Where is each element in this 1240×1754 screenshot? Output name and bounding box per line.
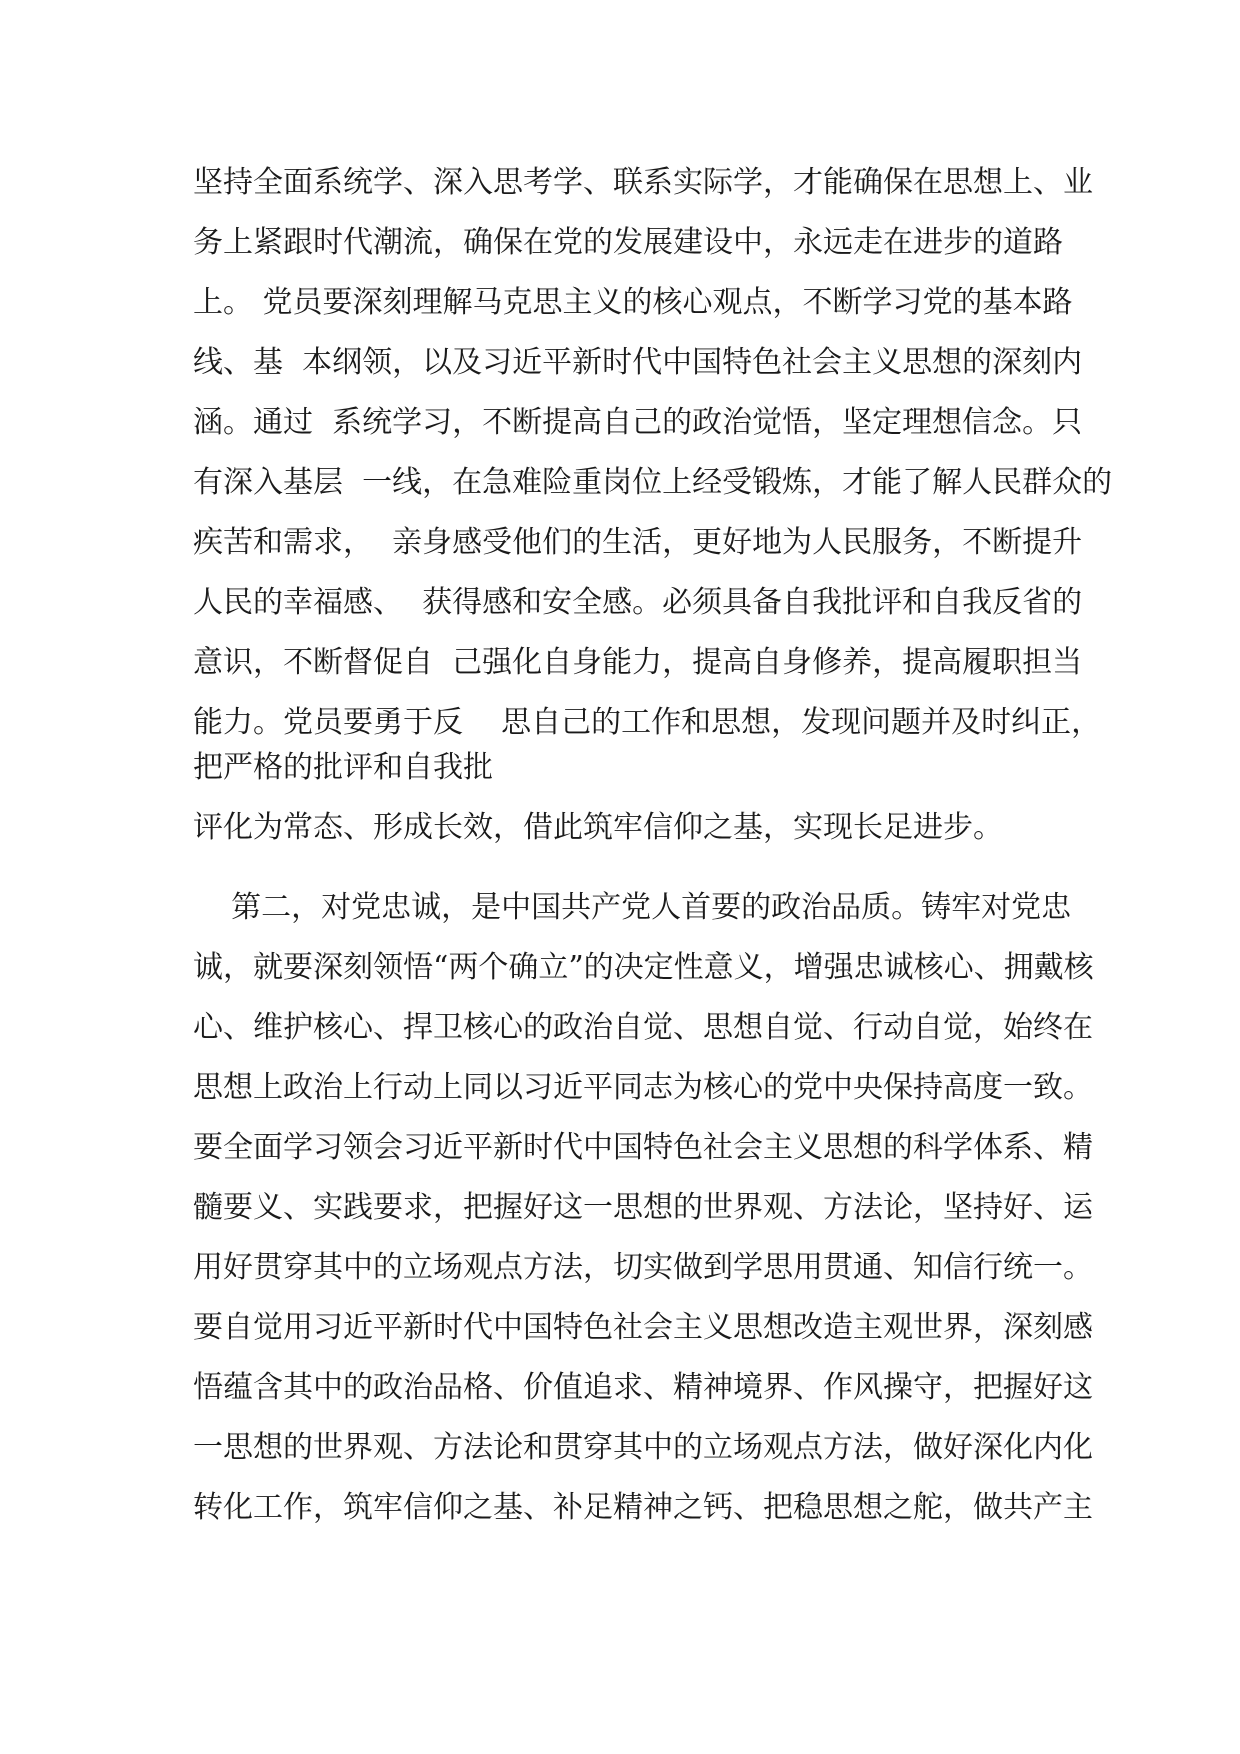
- paragraph-2-line-7: 用好贯穿其中的立场观点方法，切实做到学思用贯通、知信行统一。: [193, 1250, 1093, 1285]
- paragraph-2-line-5: 要全面学习领会习近平新时代中国特色社会主义思想的科学体系、精: [193, 1130, 1093, 1165]
- paragraph-1-line-8: 人民的幸福感、 获得感和安全感。必须具备自我批评和自我反省的: [193, 585, 1083, 620]
- paragraph-2-line-9: 悟蕴含其中的政治品格、价值追求、精神境界、作风操守，把握好这: [193, 1370, 1093, 1405]
- paragraph-2-line-10: 一思想的世界观、方法论和贯穿其中的立场观点方法，做好深化内化: [193, 1430, 1093, 1465]
- paragraph-1-line-7: 疾苦和需求， 亲身感受他们的生活，更好地为人民服务，不断提升: [193, 525, 1083, 560]
- paragraph-1-line-10: 能力。党员要勇于反 思自己的工作和思想，发现问题并及时纠正，: [193, 705, 1102, 740]
- paragraph-2-line-6: 髓要义、实践要求，把握好这一思想的世界观、方法论，坚持好、运: [193, 1190, 1093, 1225]
- paragraph-2-line-8: 要自觉用习近平新时代中国特色社会主义思想改造主观世界，深刻感: [193, 1310, 1093, 1345]
- paragraph-1-line-1: 坚持全面系统学、深入思考学、联系实际学，才能确保在思想上、业: [193, 165, 1093, 200]
- paragraph-1-line-3: 上。 党员要深刻理解马克思主义的核心观点，不断学习党的基本路: [193, 285, 1073, 320]
- paragraph-1-line-2: 务上紧跟时代潮流，确保在党的发展建设中，永远走在进步的道路: [193, 225, 1063, 260]
- paragraph-1-line-9: 意识，不断督促自 己强化自身能力，提高自身修养，提高履职担当: [193, 645, 1083, 680]
- paragraph-1-line-6: 有深入基层 一线，在急难险重岗位上经受锻炼，才能了解人民群众的: [193, 465, 1113, 500]
- paragraph-2-line-11: 转化工作，筑牢信仰之基、补足精神之钙、把稳思想之舵，做共产主: [193, 1490, 1093, 1525]
- paragraph-2-line-1: 第二，对党忠诚，是中国共产党人首要的政治品质。铸牢对党忠: [193, 890, 1072, 925]
- paragraph-1-line-12: 评化为常态、形成长效，借此筑牢信仰之基，实现长足进步。: [193, 810, 1003, 845]
- paragraph-2-line-4: 思想上政治上行动上同以习近平同志为核心的党中央保持高度一致。: [193, 1070, 1093, 1105]
- paragraph-1-line-11: 把严格的批评和自我批: [193, 750, 493, 785]
- paragraph-1-line-5: 涵。通过 系统学习，不断提高自己的政治觉悟，坚定理想信念。只: [193, 405, 1083, 440]
- paragraph-1-line-4: 线、基 本纲领，以及习近平新时代中国特色社会主义思想的深刻内: [193, 345, 1083, 380]
- paragraph-2-line-3: 心、维护核心、捍卫核心的政治自觉、思想自觉、行动自觉，始终在: [193, 1010, 1093, 1045]
- paragraph-2-line-2: 诚，就要深刻领悟“两个确立”的决定性意义，增强忠诚核心、拥戴核: [193, 950, 1094, 985]
